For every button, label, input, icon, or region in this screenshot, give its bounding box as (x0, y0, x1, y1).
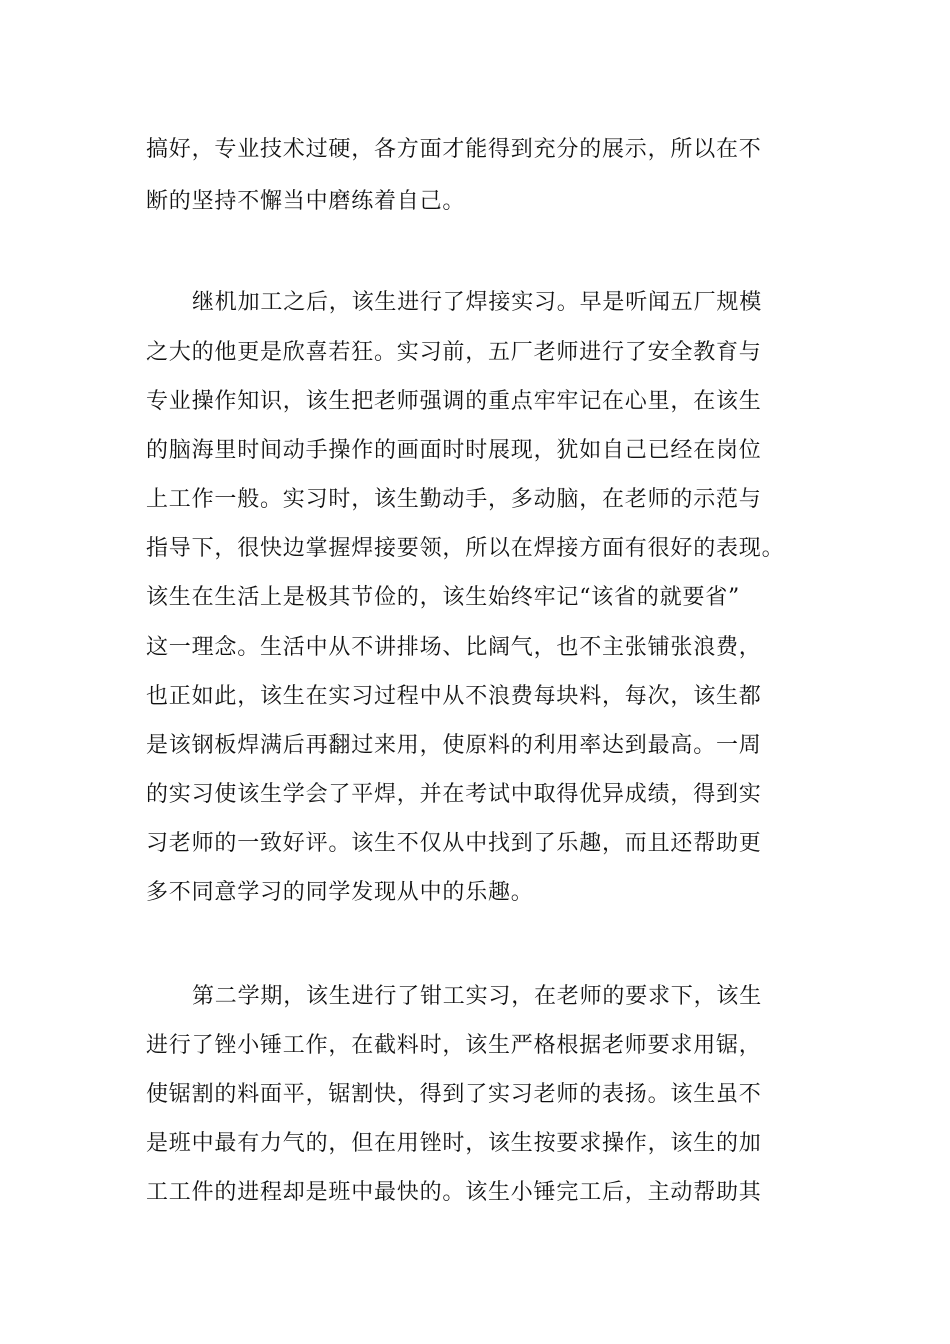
paragraph-2-line-2: 之大的他更是欣喜若狂。实习前，五厂老师进行了安全教育与 (146, 340, 762, 365)
paragraph-2-line-7: 该生在生活上是极其节俭的，该生始终牢记“该省的就要省” (146, 585, 741, 610)
paragraph-2-line-6: 指导下，很快边掌握焊接要领，所以在焊接方面有很好的表现。 (146, 536, 785, 561)
paragraph-2-line-9: 也正如此，该生在实习过程中从不浪费每块料，每次，该生都 (146, 684, 762, 709)
paragraph-2-line-10: 是该钢板焊满后再翻过来用，使原料的利用率达到最高。一周 (146, 733, 762, 758)
paragraph-3-line-2: 进行了锉小锤工作，在截料时，该生严格根据老师要求用锯， (146, 1033, 762, 1058)
paragraph-3-line-1: 第二学期，该生进行了钳工实习，在老师的要求下，该生 (192, 984, 763, 1009)
paragraph-2-line-13: 多不同意学习的同学发现从中的乐趣。 (146, 880, 534, 905)
paragraph-2-line-8: 这一理念。生活中从不讲排场、比阔气，也不主张铺张浪费， (146, 635, 762, 660)
paragraph-3-line-3: 使锯割的料面平，锯割快，得到了实习老师的表扬。该生虽不 (146, 1082, 762, 1107)
paragraph-3-line-4: 是班中最有力气的，但在用锉时，该生按要求操作，该生的加 (146, 1131, 762, 1156)
paragraph-2-line-12: 习老师的一致好评。该生不仅从中找到了乐趣，而且还帮助更 (146, 831, 762, 856)
paragraph-1-line-2: 断的坚持不懈当中磨练着自己。 (146, 189, 466, 214)
paragraph-3-line-5: 工工件的进程却是班中最快的。该生小锤完工后，主动帮助其 (146, 1180, 762, 1205)
paragraph-2-line-11: 的实习使该生学会了平焊，并在考试中取得优异成绩，得到实 (146, 782, 762, 807)
paragraph-1-line-1: 搞好，专业技术过硬，各方面才能得到充分的展示，所以在不 (146, 137, 762, 162)
paragraph-2-line-4: 的脑海里时间动手操作的画面时时展现，犹如自己已经在岗位 (146, 438, 762, 463)
paragraph-2-line-3: 专业操作知识，该生把老师强调的重点牢牢记在心里，在该生 (146, 389, 762, 414)
paragraph-2-line-1: 继机加工之后，该生进行了焊接实习。早是听闻五厂规模 (192, 290, 763, 315)
paragraph-2-line-5: 上工作一般。实习时，该生勤动手，多动脑，在老师的示范与 (146, 487, 762, 512)
